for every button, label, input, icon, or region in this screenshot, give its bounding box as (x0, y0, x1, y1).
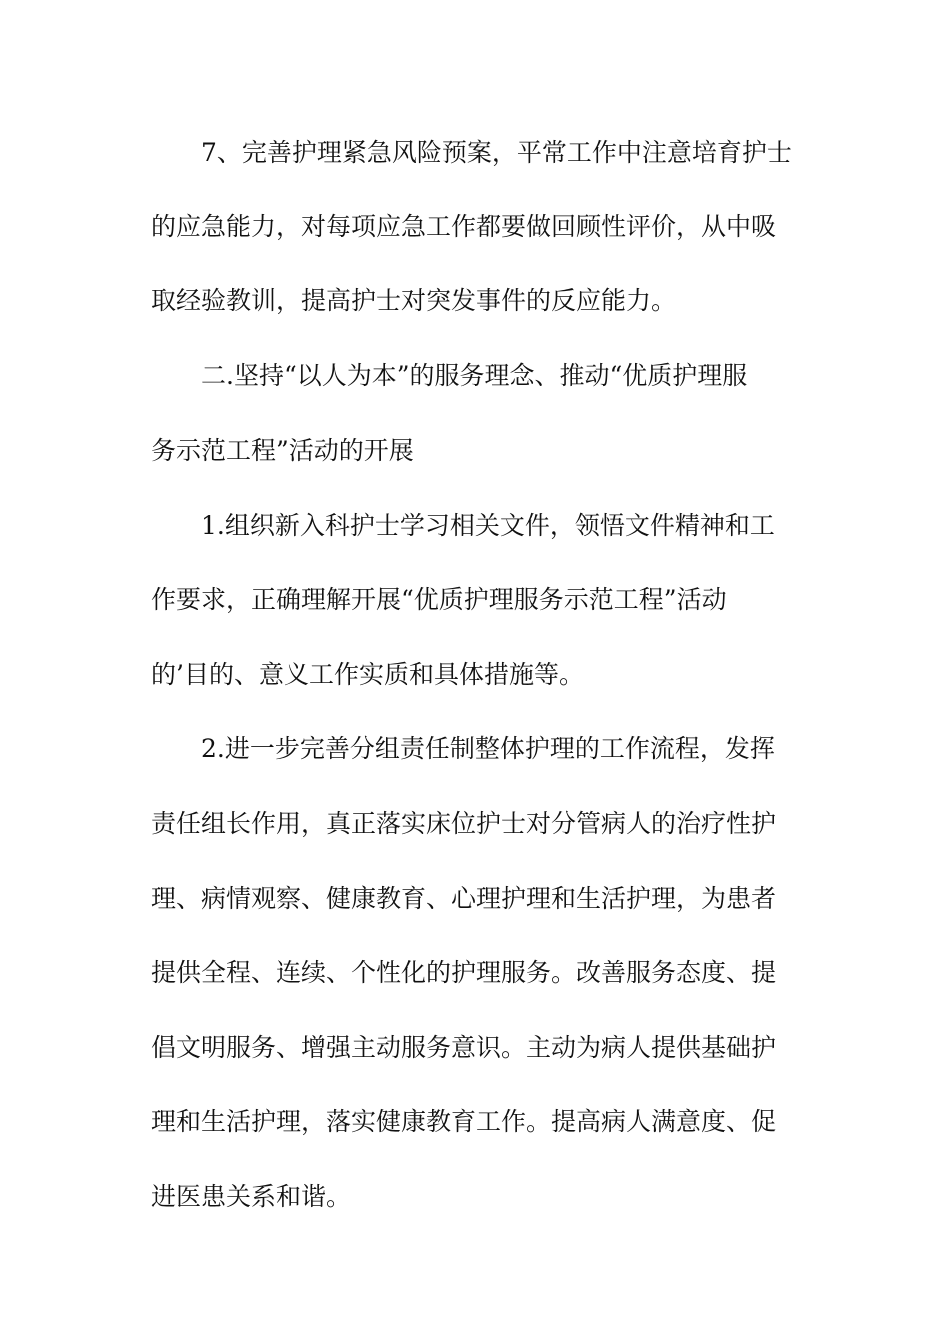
paragraph-7-line-2: 的应急能力，对每项应急工作都要做回顾性评价，从中吸 (151, 212, 777, 241)
section-heading-line-1: 二.坚持“以人为本”的服务理念、推动“优质护理服 (201, 361, 748, 390)
item-1-line-2: 作要求，正确理解开展“优质护理服务示范工程”活动 (151, 585, 727, 614)
item-2-line-2: 责任组长作用，真正落实床位护士对分管病人的治疗性护 (151, 809, 777, 838)
item-2-line-6: 理和生活护理，落实健康教育工作。提高病人满意度、促 (151, 1107, 777, 1136)
paragraph-7-line-1: 7、完善护理紧急风险预案，平常工作中注意培育护士 (201, 138, 792, 167)
item-2-line-3: 理、病情观察、健康教育、心理护理和生活护理，为患者 (151, 884, 777, 913)
item-2-line-4: 提供全程、连续、个性化的护理服务。改善服务态度、提 (151, 958, 777, 987)
section-heading-line-2: 务示范工程”活动的开展 (151, 436, 414, 465)
item-2-line-5: 倡文明服务、增强主动服务意识。主动为病人提供基础护 (151, 1033, 777, 1062)
item-2-line-7: 进医患关系和谐。 (151, 1182, 352, 1211)
item-2-line-1: 2.进一步完善分组责任制整体护理的工作流程，发挥 (201, 734, 775, 763)
item-1-line-3: 的’目的、意义工作实质和具体措施等。 (151, 660, 584, 689)
paragraph-7-line-3: 取经验教训，提高护士对突发事件的反应能力。 (151, 286, 677, 315)
item-1-line-1: 1.组织新入科护士学习相关文件，领悟文件精神和工 (201, 511, 775, 540)
